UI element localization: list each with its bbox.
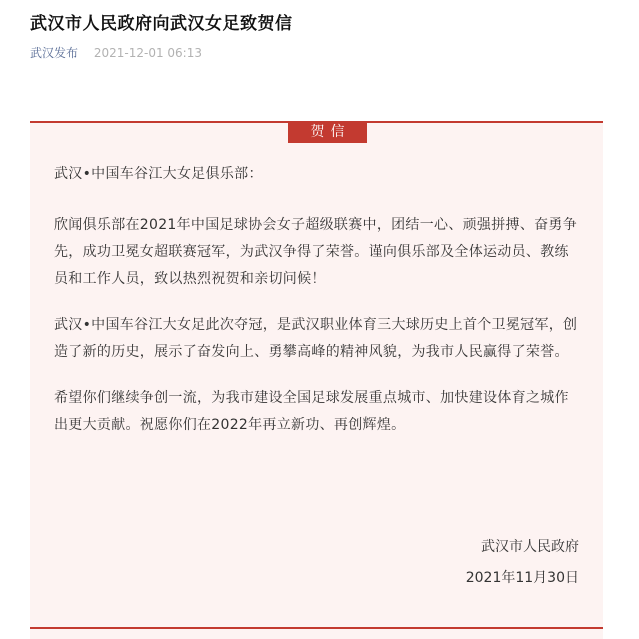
- letter-paragraph: 希望你们继续争创一流，为我市建设全国足球发展重点城市、加快建设体育之城作出更大贡献。祝愿你们在2022年再立新功、再创辉煌。: [54, 390, 569, 433]
- bottom-divider: [30, 627, 603, 629]
- article-meta: [30, 44, 202, 61]
- letter-card: [30, 121, 603, 639]
- article-title: 武汉市人民政府向武汉女足致贺信: [30, 14, 293, 34]
- sign-date: 2021年11月30日: [465, 570, 579, 586]
- signature: 武汉市人民政府: [481, 539, 579, 555]
- letter-paragraph: 欣闻俱乐部在2021年中国足球协会女子超级联赛中，团结一心、顽强拼搏、奋勇争先，成功卫冕女超联赛冠军，为武汉争得了荣誉。谨向俱乐部及全体运动员、教练员和工作人员，致以热烈祝贺和亲切问候！: [54, 217, 578, 287]
- letter-tag: 贺信: [288, 121, 367, 143]
- salutation: 武汉•中国车谷江大女足俱乐部：: [54, 166, 263, 182]
- letter-paragraph: 武汉•中国车谷江大女足此次夺冠，是武汉职业体育三大球历史上首个卫冕冠军，创造了新的历史，展示了奋发向上、勇攀高峰的精神风貌，为我市人民赢得了荣誉。: [54, 317, 578, 360]
- source-link[interactable]: 武汉发布: [30, 46, 79, 60]
- letter-body: [54, 161, 579, 458]
- letter-signature-block: [54, 532, 579, 594]
- publish-date: 2021-12-01 06:13: [93, 46, 202, 60]
